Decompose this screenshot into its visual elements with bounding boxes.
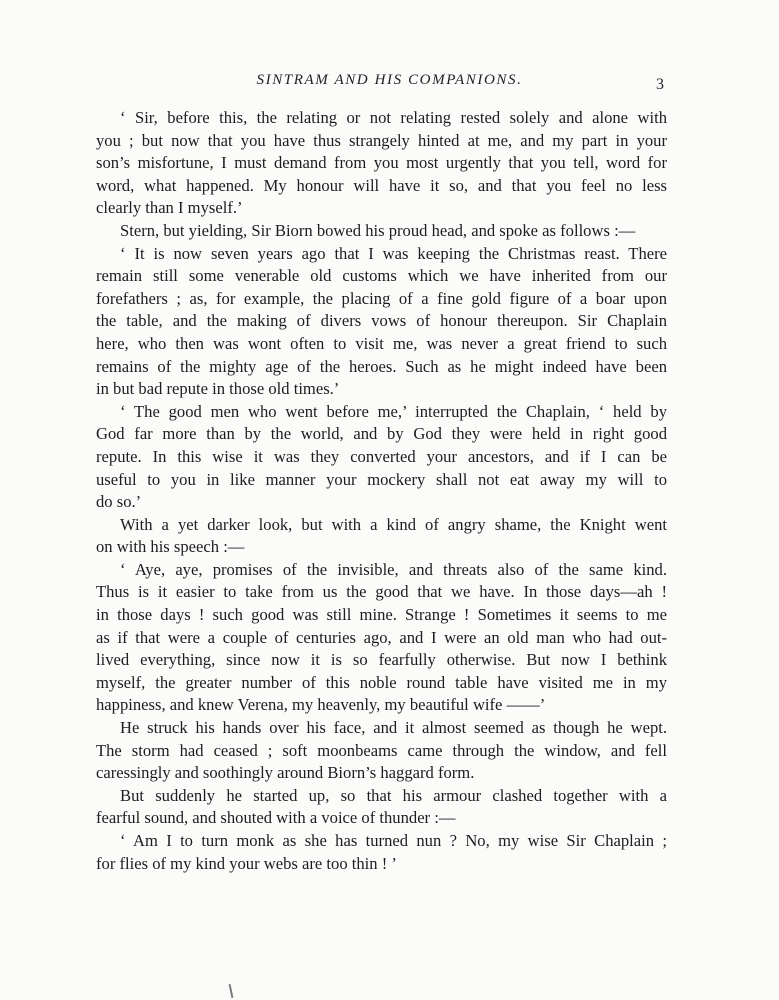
text-line: God far more than by the world, and by God they were held in right good xyxy=(96,424,667,444)
text-line: as if that were a couple of centuries ago, and I were an old man who had out- xyxy=(96,627,667,647)
page-number: 3 xyxy=(656,76,664,93)
text-line: remains of the mighty age of the heroes. Such as he might indeed have been xyxy=(96,356,667,376)
text-line: myself, the greater number of this noble round table have visited me in my xyxy=(96,672,667,692)
text-line: on with his speech :— xyxy=(96,537,245,557)
text-line: here, who then was wont often to visit me, was never a great friend to such xyxy=(96,333,667,353)
text-line: ‘ Aye, aye, promises of the invisible, and threats also of the same kind. xyxy=(120,559,667,579)
text-line: happiness, and knew Verena, my heavenly, my beautiful wife ——’ xyxy=(96,695,546,715)
text-line: He struck his hands over his face, and it almost seemed as though he wept. xyxy=(120,718,667,738)
text-line: ‘ The good men who went before me,’ interrupted the Chaplain, ‘ held by xyxy=(120,401,667,421)
running-title: SINTRAM AND HIS COMPANIONS. xyxy=(256,72,523,88)
text-line: in but bad repute in those old times.’ xyxy=(96,379,340,399)
text-line: With a yet darker look, but with a kind of angry shame, the Knight went xyxy=(120,514,667,534)
text-line: for flies of my kind your webs are too thin ! ’ xyxy=(96,853,397,873)
text-line: lived everything, since now it is so fearfully otherwise. But now I bethink xyxy=(96,650,667,670)
text-line: do so.’ xyxy=(96,492,142,512)
text-line: forefathers ; as, for example, the placing of a fine gold figure of a boar upon xyxy=(96,288,667,308)
text-line: The storm had ceased ; soft moonbeams came through the window, and fell xyxy=(96,740,667,760)
text-line: caressingly and soothingly around Biorn’s haggard form. xyxy=(96,763,475,783)
text-line: son’s misfortune, I must demand from you most urgently that you tell, word for xyxy=(96,153,667,173)
text-line: the table, and the making of divers vows of honour thereupon. Sir Chaplain xyxy=(96,311,667,331)
text-line: ‘ Sir, before this, the relating or not relating rested solely and alone with xyxy=(120,108,667,127)
text-line: remain still some venerable old customs which we have inherited from our xyxy=(96,266,667,286)
text-line: ‘ Am I to turn monk as she has turned nun ? No, my wise Sir Chaplain ; xyxy=(120,831,667,850)
text-line: Stern, but yielding, Sir Biorn bowed his proud head, and spoke as follows :— xyxy=(120,220,636,240)
text-line: But suddenly he started up, so that his armour clashed together with a xyxy=(120,785,667,805)
text-line: in those days ! such good was still mine. Strange ! Sometimes it seems to me xyxy=(96,605,667,625)
text-line: useful to you in like manner your mockery shall not eat away my will to xyxy=(96,469,667,489)
body-text xyxy=(96,107,667,875)
text-line: ‘ It is now seven years ago that I was keeping the Christmas reast. There xyxy=(120,243,667,263)
text-line: Thus is it easier to take from us the good that we have. In those days—ah ! xyxy=(96,582,667,602)
text-line: word, what happened. My honour will have it so, and that you feel no less xyxy=(96,175,667,195)
text-line: you ; but now that you have thus strangely hinted at me, and my part in your xyxy=(96,130,667,150)
text-line: clearly than I myself.’ xyxy=(96,198,243,218)
text-line: repute. In this wise it was they converted your ancestors, and if I can be xyxy=(96,446,667,466)
print-mark xyxy=(229,984,234,998)
text-line: fearful sound, and shouted with a voice of thunder :— xyxy=(96,808,456,828)
